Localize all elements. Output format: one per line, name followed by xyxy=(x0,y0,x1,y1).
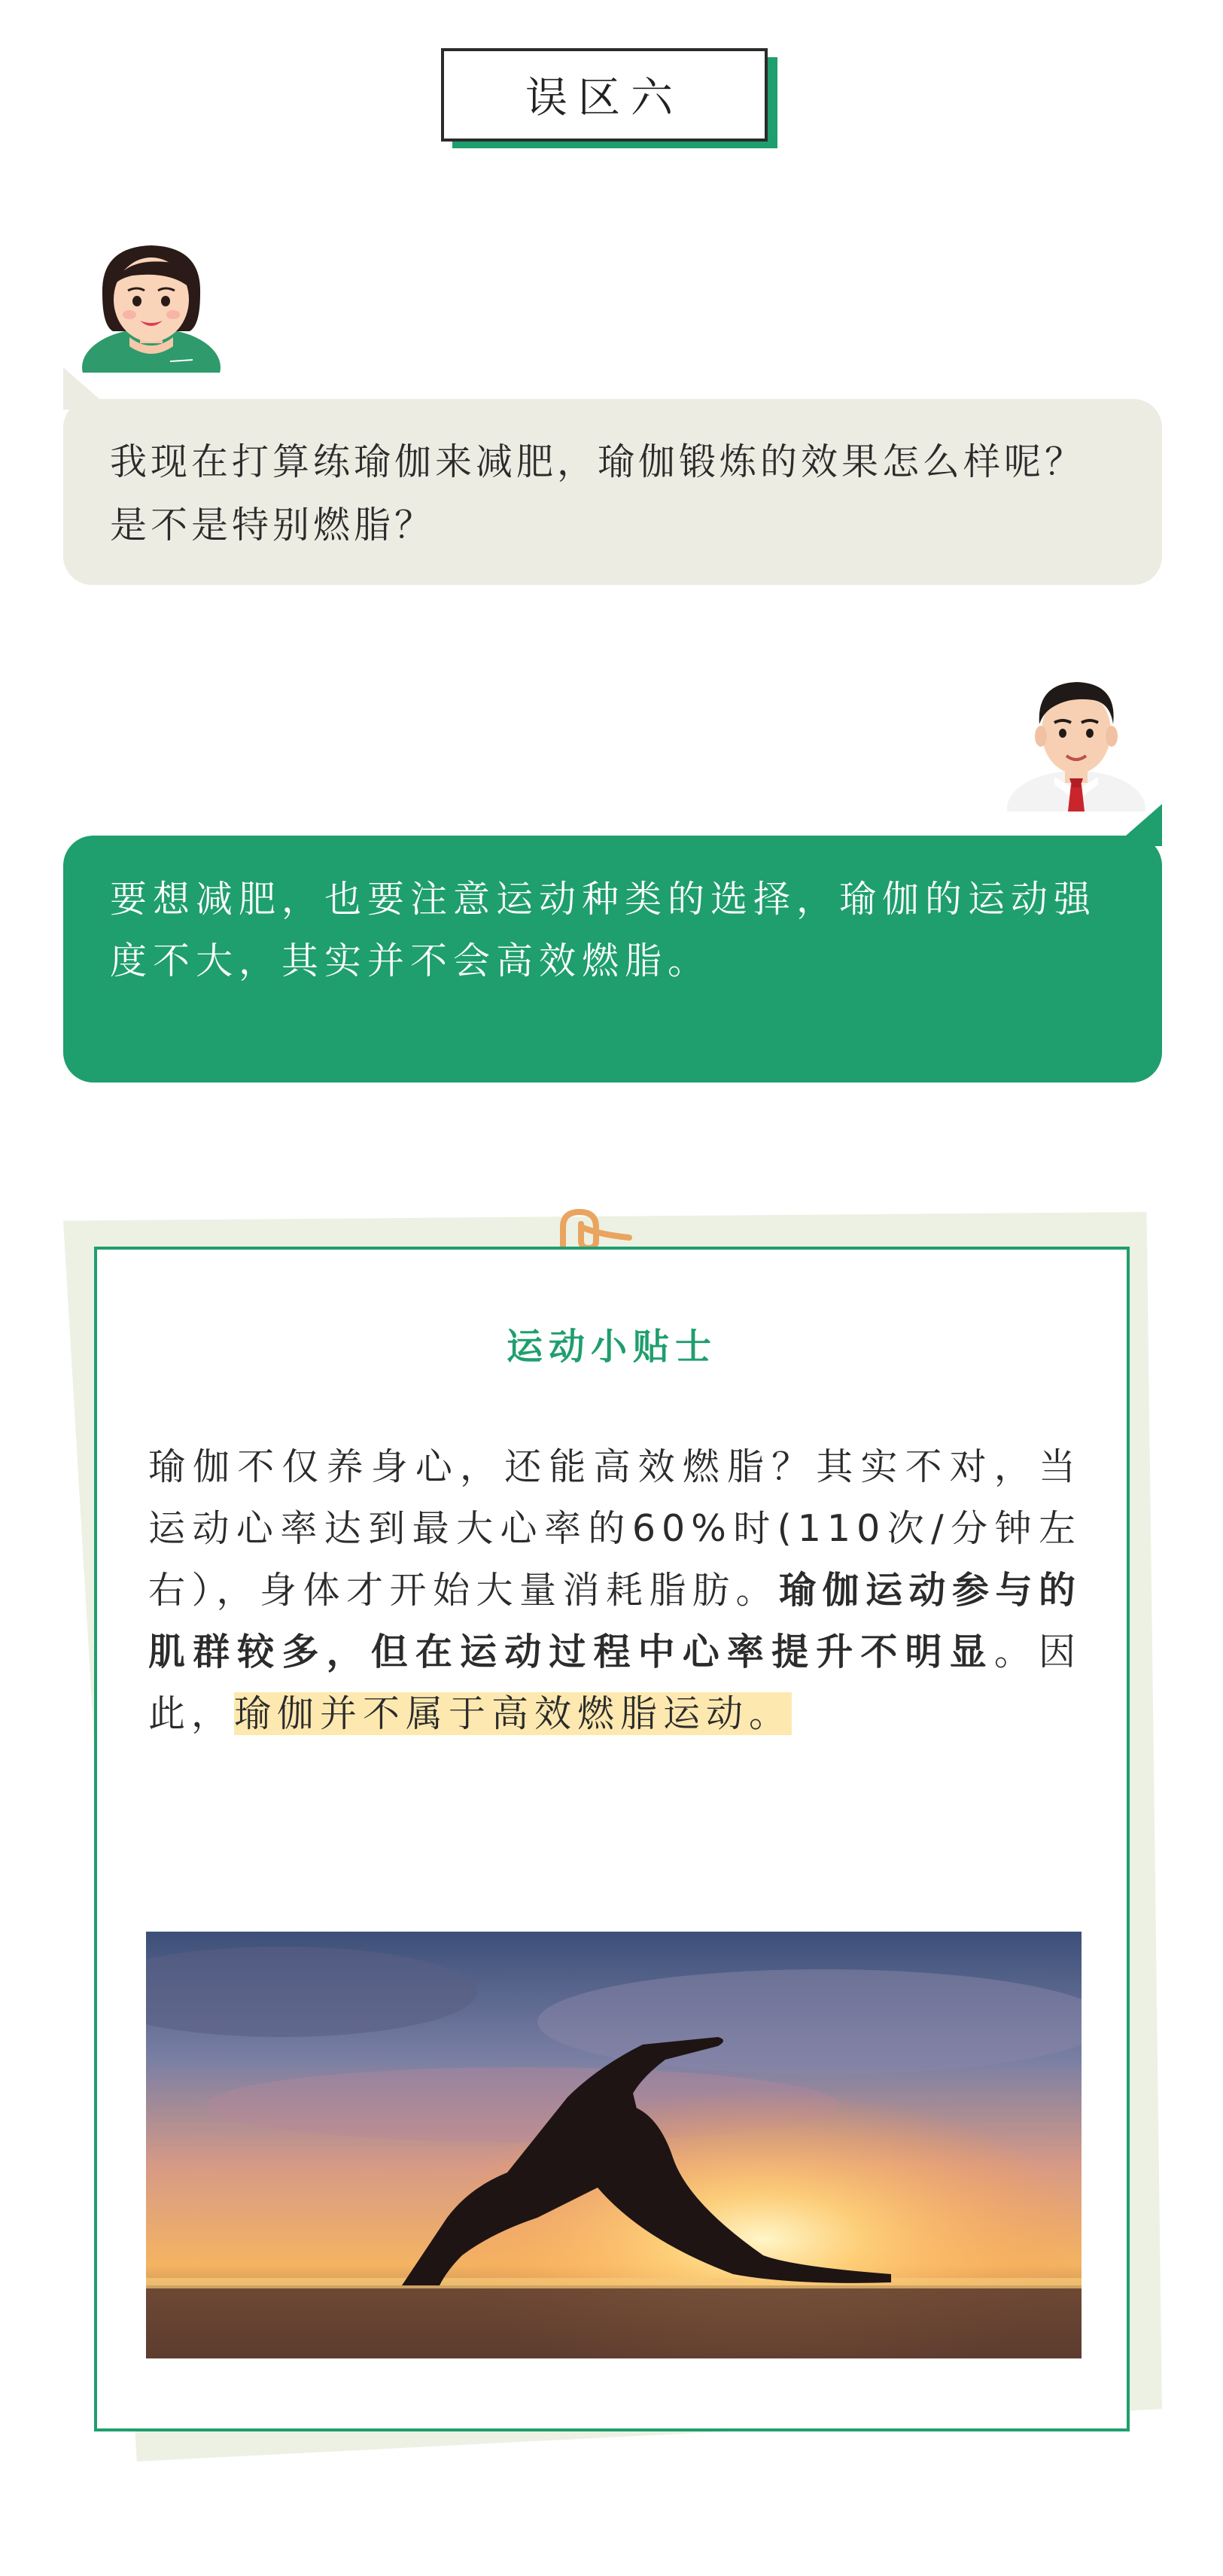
question-text: 我现在打算练瑜伽来减肥，瑜伽锻炼的效果怎么样呢？是不是特别燃脂？ xyxy=(110,440,1086,547)
tips-bold-text: 瑜伽运动参与的肌群较多，但在运动过程中心率提升不明显 xyxy=(148,1569,1082,1673)
tips-body xyxy=(148,1436,1082,1745)
page-title: 误区六 xyxy=(441,48,768,142)
question-bubble xyxy=(63,399,1162,585)
yoga-sunset-photo xyxy=(146,1932,1082,2358)
tips-text-after: 。因此， xyxy=(148,1631,1082,1735)
man-avatar-icon xyxy=(1005,671,1148,811)
tips-card xyxy=(94,1247,1130,2431)
tips-title: 运动小贴士 xyxy=(506,1326,717,1368)
answer-text: 要想减肥，也要注意运动种类的选择，瑜伽的运动强度不大，其实并不会高效燃脂。 xyxy=(110,878,1097,982)
answer-bubble xyxy=(63,836,1162,1082)
tips-highlight-text: 瑜伽并不属于高效燃脂运动。 xyxy=(234,1692,793,1735)
tips-text: 瑜伽不仅养身心，还能高效燃脂？其实不对，当运动心率达到最大心率的60%时(110次/分钟左右），身体才开始大量消耗脂肪。 xyxy=(148,1445,1082,1612)
woman-avatar-icon xyxy=(80,241,223,373)
